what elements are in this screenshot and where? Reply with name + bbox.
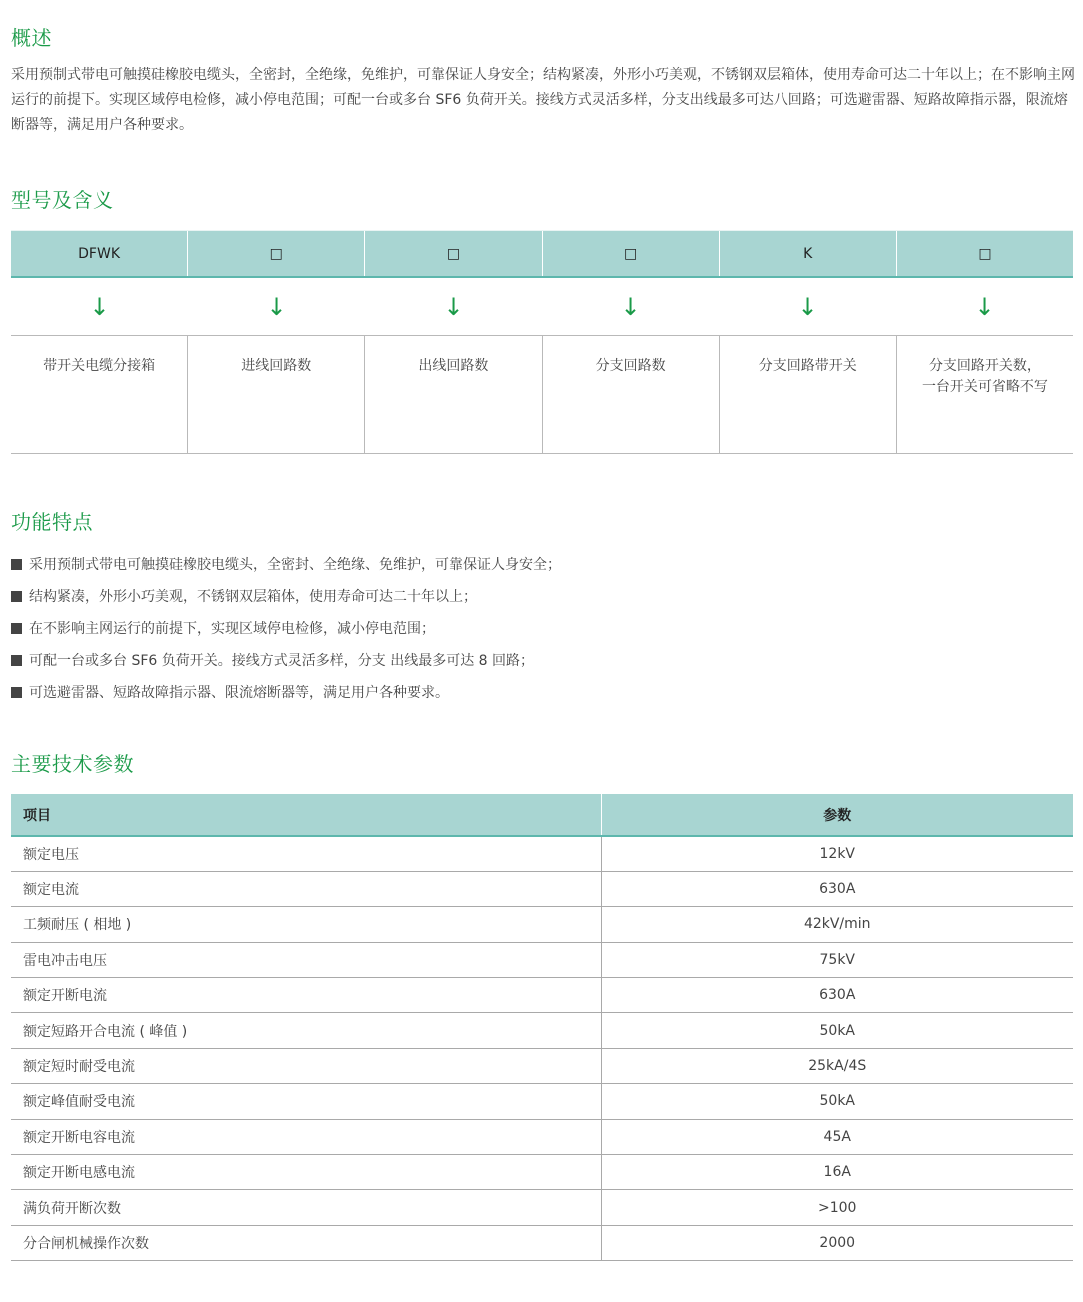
model-code-cell: □	[543, 231, 720, 276]
table-row	[11, 1048, 1073, 1083]
model-code-cell: DFWK	[11, 231, 188, 276]
model-meaning-cell: 分支回路带开关	[720, 336, 897, 453]
column-header-item: 项目	[11, 794, 601, 836]
overview-text: 采用预制式带电可触摸硅橡胶电缆头，全密封，全绝缘，免维护，可靠保证人身安全；结构紧凑，外形小巧美观，不锈钢双层箱体，使用寿命可达二十年以上；在不影响主网运行的前提下。实现区域停电检修，减小停电范围；可配一台或多台 SF6 负荷开关。接线方式灵活多样，分支出线最多可达八回路；可选避雷器、短路故障指示器，限流熔断器等，满足用户各种要求。	[11, 67, 1075, 133]
param-name: 额定开断电容电流	[11, 1119, 601, 1154]
overview-title: 概述	[11, 26, 52, 50]
param-name: 雷电冲击电压	[11, 942, 601, 977]
square-bullet-icon	[11, 623, 22, 634]
model-table	[11, 230, 1073, 454]
param-value: 16A	[601, 1155, 1073, 1190]
param-value: 45A	[601, 1119, 1073, 1154]
list-item	[11, 580, 561, 612]
param-value: 630A	[601, 978, 1073, 1013]
down-arrow-icon: ↓	[443, 292, 464, 321]
param-value: 2000	[601, 1225, 1073, 1260]
features-list	[11, 548, 561, 708]
table-row	[11, 1190, 1073, 1225]
param-name: 额定电流	[11, 871, 601, 906]
down-arrow-icon: ↓	[266, 292, 287, 321]
model-code-row	[11, 230, 1073, 278]
column-header-value: 参数	[601, 794, 1073, 836]
feature-text: 结构紧凑，外形小巧美观，不锈钢双层箱体，使用寿命可达二十年以上；	[29, 589, 477, 605]
down-arrow-icon: ↓	[797, 292, 818, 321]
param-value: 50kA	[601, 1084, 1073, 1119]
down-arrow-icon: ↓	[974, 292, 995, 321]
table-row	[11, 942, 1073, 977]
param-name: 额定短时耐受电流	[11, 1048, 601, 1083]
features-title: 功能特点	[11, 510, 93, 534]
param-value: 12kV	[601, 836, 1073, 871]
model-meaning-cell: 分支回路数	[543, 336, 720, 453]
list-item	[11, 644, 561, 676]
list-item	[11, 612, 561, 644]
feature-text: 可配一台或多台 SF6 负荷开关。接线方式灵活多样，分支 出线最多可达 8 回路；	[29, 653, 535, 669]
down-arrow-icon: ↓	[620, 292, 641, 321]
table-row	[11, 1155, 1073, 1190]
model-meaning-cell: 带开关电缆分接箱	[11, 336, 188, 453]
param-name: 额定开断电流	[11, 978, 601, 1013]
model-meaning-cell: 出线回路数	[365, 336, 542, 453]
list-item	[11, 676, 561, 708]
model-meaning-row	[11, 336, 1073, 454]
model-meaning-cell: 分支回路开关数， 一台开关可省略不写	[921, 358, 1048, 395]
param-value: 50kA	[601, 1013, 1073, 1048]
table-row	[11, 1225, 1073, 1260]
model-arrow-row	[11, 278, 1073, 336]
param-name: 额定电压	[11, 836, 601, 871]
param-name: 分合闸机械操作次数	[11, 1225, 601, 1260]
model-code-cell: K	[720, 231, 897, 276]
square-bullet-icon	[11, 591, 22, 602]
table-row	[11, 1119, 1073, 1154]
table-row	[11, 1013, 1073, 1048]
param-name: 额定峰值耐受电流	[11, 1084, 601, 1119]
params-title: 主要技术参数	[11, 752, 134, 776]
table-row	[11, 1084, 1073, 1119]
model-meaning-cell: 进线回路数	[188, 336, 365, 453]
params-table	[11, 794, 1073, 1261]
params-header-row	[11, 794, 1073, 836]
square-bullet-icon	[11, 559, 22, 570]
table-row	[11, 978, 1073, 1013]
table-row	[11, 836, 1073, 871]
model-code-cell: □	[365, 231, 542, 276]
feature-text: 采用预制式带电可触摸硅橡胶电缆头，全密封、全绝缘、免维护，可靠保证人身安全；	[29, 557, 561, 573]
param-value: 75kV	[601, 942, 1073, 977]
table-row	[11, 907, 1073, 942]
table-row	[11, 871, 1073, 906]
square-bullet-icon	[11, 687, 22, 698]
param-value: >100	[601, 1190, 1073, 1225]
param-name: 额定短路开合电流 ( 峰值 )	[11, 1013, 601, 1048]
param-name: 满负荷开断次数	[11, 1190, 601, 1225]
param-name: 额定开断电感电流	[11, 1155, 601, 1190]
list-item	[11, 548, 561, 580]
param-value: 25kA/4S	[601, 1048, 1073, 1083]
model-code-cell: □	[978, 245, 992, 262]
model-title: 型号及含义	[11, 188, 114, 212]
param-value: 630A	[601, 871, 1073, 906]
param-name: 工频耐压 ( 相地 )	[11, 907, 601, 942]
model-code-cell: □	[188, 231, 365, 276]
feature-text: 在不影响主网运行的前提下，实现区域停电检修，减小停电范围；	[29, 621, 435, 637]
param-value: 42kV/min	[601, 907, 1073, 942]
square-bullet-icon	[11, 655, 22, 666]
down-arrow-icon: ↓	[89, 292, 110, 321]
feature-text: 可选避雷器、短路故障指示器、限流熔断器等，满足用户各种要求。	[29, 685, 449, 701]
